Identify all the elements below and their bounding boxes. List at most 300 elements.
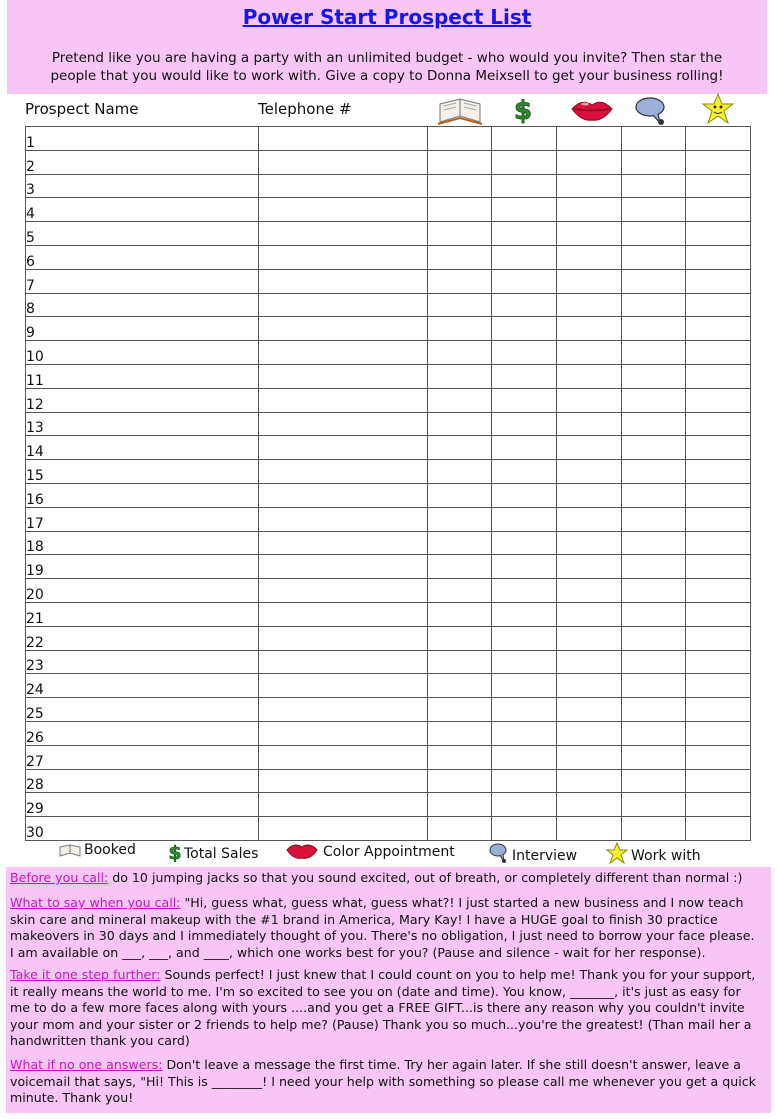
table-cell[interactable] — [557, 674, 622, 698]
table-cell[interactable] — [428, 793, 492, 817]
table-cell[interactable] — [259, 650, 428, 674]
table-cell[interactable] — [686, 388, 751, 412]
table-cell[interactable] — [428, 602, 492, 626]
table-cell[interactable] — [492, 626, 557, 650]
svg-text:$: $ — [168, 842, 182, 862]
table-cell[interactable] — [622, 769, 686, 793]
row-number: 13 — [26, 420, 44, 437]
table-cell[interactable] — [557, 222, 622, 246]
table-cell[interactable] — [686, 436, 751, 460]
table-cell[interactable] — [428, 460, 492, 484]
table-cell[interactable] — [622, 127, 686, 151]
row-number-cell[interactable] — [26, 602, 259, 626]
table-cell[interactable] — [622, 269, 686, 293]
table-cell[interactable] — [259, 269, 428, 293]
table-cell[interactable] — [686, 364, 751, 388]
table-cell[interactable] — [686, 341, 751, 365]
table-cell[interactable] — [622, 626, 686, 650]
table-cell[interactable] — [622, 674, 686, 698]
row-number: 3 — [26, 182, 35, 199]
legend-interview — [488, 842, 577, 864]
table-cell[interactable] — [428, 483, 492, 507]
table-cell[interactable] — [428, 531, 492, 555]
table-cell[interactable] — [686, 531, 751, 555]
table-cell[interactable] — [259, 555, 428, 579]
row-number-cell[interactable] — [26, 222, 259, 246]
table-cell[interactable] — [557, 412, 622, 436]
table-cell[interactable] — [259, 245, 428, 269]
table-cell[interactable] — [428, 555, 492, 579]
table-cell[interactable] — [259, 388, 428, 412]
table-cell[interactable] — [622, 293, 686, 317]
table-cell[interactable] — [428, 174, 492, 198]
row-number-cell[interactable] — [26, 388, 259, 412]
table-row — [26, 460, 751, 484]
table-cell[interactable] — [622, 745, 686, 769]
table-cell[interactable] — [622, 650, 686, 674]
table-cell[interactable] — [492, 531, 557, 555]
table-cell[interactable] — [428, 293, 492, 317]
table-cell[interactable] — [428, 150, 492, 174]
table-cell[interactable] — [428, 698, 492, 722]
table-cell[interactable] — [686, 793, 751, 817]
table-cell[interactable] — [557, 127, 622, 151]
table-cell[interactable] — [557, 507, 622, 531]
table-cell[interactable] — [686, 245, 751, 269]
table-row — [26, 650, 751, 674]
row-number: 4 — [26, 206, 35, 223]
table-cell[interactable] — [557, 245, 622, 269]
table-cell[interactable] — [557, 555, 622, 579]
row-number-cell[interactable] — [26, 174, 259, 198]
table-cell[interactable] — [492, 436, 557, 460]
row-number: 19 — [26, 563, 44, 580]
table-cell[interactable] — [492, 127, 557, 151]
row-number-cell[interactable] — [26, 793, 259, 817]
table-cell[interactable] — [622, 222, 686, 246]
table-cell[interactable] — [259, 674, 428, 698]
table-cell[interactable] — [259, 483, 428, 507]
table-cell[interactable] — [492, 817, 557, 841]
table-cell[interactable] — [557, 436, 622, 460]
table-cell[interactable] — [492, 460, 557, 484]
row-number-cell[interactable] — [26, 483, 259, 507]
table-cell[interactable] — [259, 721, 428, 745]
table-cell[interactable] — [622, 793, 686, 817]
table-cell[interactable] — [557, 817, 622, 841]
table-row — [26, 150, 751, 174]
legend-work-with — [605, 842, 701, 864]
table-cell[interactable] — [557, 269, 622, 293]
legend-work-with-label: Work with — [631, 848, 701, 864]
table-cell[interactable] — [259, 507, 428, 531]
table-cell[interactable] — [622, 483, 686, 507]
row-number-cell[interactable] — [26, 198, 259, 222]
table-cell[interactable] — [622, 364, 686, 388]
table-cell[interactable] — [686, 650, 751, 674]
row-number-cell[interactable] — [26, 769, 259, 793]
table-cell[interactable] — [622, 507, 686, 531]
table-cell[interactable] — [259, 793, 428, 817]
table-cell[interactable] — [259, 602, 428, 626]
table-cell[interactable] — [686, 602, 751, 626]
table-cell[interactable] — [686, 460, 751, 484]
table-cell[interactable] — [259, 817, 428, 841]
legend-interview-label: Interview — [512, 848, 578, 864]
table-cell[interactable] — [686, 269, 751, 293]
table-cell[interactable] — [259, 531, 428, 555]
table-row — [26, 127, 751, 151]
table-row — [26, 745, 751, 769]
table-cell[interactable] — [557, 150, 622, 174]
table-row — [26, 388, 751, 412]
table-cell[interactable] — [428, 745, 492, 769]
table-cell[interactable] — [259, 579, 428, 603]
table-cell[interactable] — [557, 602, 622, 626]
lips-icon — [570, 98, 614, 122]
table-row — [26, 793, 751, 817]
row-number-cell[interactable] — [26, 555, 259, 579]
table-cell[interactable] — [622, 150, 686, 174]
star-icon — [605, 842, 629, 864]
row-number-cell[interactable] — [26, 364, 259, 388]
row-number-cell[interactable] — [26, 150, 259, 174]
table-cell[interactable] — [557, 745, 622, 769]
note-label: What if no one answers: — [10, 1057, 163, 1072]
table-cell[interactable] — [557, 721, 622, 745]
row-number-cell[interactable] — [26, 650, 259, 674]
table-cell[interactable] — [686, 721, 751, 745]
row-number-cell[interactable] — [26, 698, 259, 722]
table-row — [26, 817, 751, 841]
table-cell[interactable] — [686, 674, 751, 698]
speech-bubble-icon — [488, 842, 510, 864]
prospect-table — [25, 126, 751, 841]
table-cell[interactable] — [428, 317, 492, 341]
column-header-prospect-name: Prospect Name — [25, 100, 139, 118]
row-number: 28 — [26, 777, 44, 794]
table-cell[interactable] — [492, 745, 557, 769]
table-row — [26, 198, 751, 222]
table-cell[interactable] — [259, 698, 428, 722]
row-number: 9 — [26, 325, 35, 342]
intro-text: Pretend like you are having a party with an unlimited budget - who would you invite? Then star the people that you would like to work with. Give a copy to Donna Meixsell to get your business rolling! — [50, 50, 724, 84]
row-number-cell[interactable] — [26, 341, 259, 365]
table-cell[interactable] — [259, 745, 428, 769]
table-cell[interactable] — [492, 269, 557, 293]
table-row — [26, 555, 751, 579]
table-cell[interactable] — [557, 531, 622, 555]
row-number: 24 — [26, 682, 44, 699]
table-cell[interactable] — [259, 150, 428, 174]
row-number: 27 — [26, 753, 44, 770]
row-number: 8 — [26, 301, 35, 318]
table-cell[interactable] — [686, 222, 751, 246]
table-cell[interactable] — [259, 769, 428, 793]
table-cell[interactable] — [557, 317, 622, 341]
row-number: 23 — [26, 658, 44, 675]
table-cell[interactable] — [686, 412, 751, 436]
table-cell[interactable] — [557, 698, 622, 722]
row-number: 15 — [26, 467, 44, 484]
legend-booked — [58, 842, 136, 858]
table-cell[interactable] — [686, 174, 751, 198]
table-cell[interactable] — [557, 483, 622, 507]
lips-icon — [286, 842, 318, 860]
table-cell[interactable] — [492, 317, 557, 341]
table-cell[interactable] — [259, 317, 428, 341]
note-what-to-say — [10, 895, 762, 961]
table-cell[interactable] — [259, 127, 428, 151]
table-cell[interactable] — [492, 222, 557, 246]
note-text: Sounds perfect! I just knew that I could count on you to help me! Thank you for your support, it really means the world to me. I'm so excited to see you on (date and time). You know, _______, it's just as easy for me to do a few more faces along with yours ....and you get a FREE GIFT...is there any reason why you couldn't invite your mom and your sister or 2 friends to help me? (Pause) Thank you so much...you're the greatest! (Than mail her a handwritten thank you card) — [10, 967, 756, 1048]
table-row — [26, 531, 751, 555]
table-row — [26, 293, 751, 317]
table-cell[interactable] — [686, 745, 751, 769]
table-cell[interactable] — [686, 198, 751, 222]
table-row — [26, 222, 751, 246]
table-cell[interactable] — [622, 317, 686, 341]
table-cell[interactable] — [492, 388, 557, 412]
table-cell[interactable] — [557, 460, 622, 484]
table-cell[interactable] — [492, 602, 557, 626]
row-number: 16 — [26, 491, 44, 508]
table-cell[interactable] — [428, 650, 492, 674]
table-cell[interactable] — [622, 555, 686, 579]
table-cell[interactable] — [557, 579, 622, 603]
table-cell[interactable] — [622, 602, 686, 626]
table-cell[interactable] — [557, 650, 622, 674]
note-label: Take it one step further: — [10, 967, 161, 982]
table-row — [26, 674, 751, 698]
note-label: Before you call: — [10, 870, 109, 885]
table-row — [26, 245, 751, 269]
table-cell[interactable] — [259, 364, 428, 388]
speech-bubble-icon — [634, 96, 670, 126]
note-text: "Hi, guess what, guess what, guess what?! I just started a new business and I now teach skin care and mineral makeup with the #1 brand in America, Mary Kay! I have a HUGE goal to finish 30 practice makeovers in 30 days and I immediately thought of you. There's no obligation, I just need to borrow your face please. I am available on ___, ___, and ____, which one works best for you? (Pause and silence - wait for her response). — [10, 895, 755, 960]
table-cell[interactable] — [492, 174, 557, 198]
row-number: 17 — [26, 515, 44, 532]
note-label: What to say when you call: — [10, 895, 181, 910]
legend-booked-label: Booked — [84, 842, 136, 858]
table-cell[interactable] — [428, 436, 492, 460]
table-row — [26, 364, 751, 388]
table-cell[interactable] — [428, 245, 492, 269]
table-cell[interactable] — [622, 198, 686, 222]
table-cell[interactable] — [492, 674, 557, 698]
table-cell[interactable] — [622, 698, 686, 722]
row-number-cell[interactable] — [26, 317, 259, 341]
row-number-cell[interactable] — [26, 531, 259, 555]
row-number-cell[interactable] — [26, 745, 259, 769]
row-number: 30 — [26, 824, 44, 841]
row-number: 26 — [26, 729, 44, 746]
row-number-cell[interactable] — [26, 579, 259, 603]
row-number-cell[interactable] — [26, 460, 259, 484]
table-cell[interactable] — [622, 721, 686, 745]
table-cell[interactable] — [259, 222, 428, 246]
row-number-cell[interactable] — [26, 817, 259, 841]
row-number-cell[interactable] — [26, 245, 259, 269]
table-cell[interactable] — [492, 293, 557, 317]
table-cell[interactable] — [259, 436, 428, 460]
table-cell[interactable] — [557, 198, 622, 222]
table-row — [26, 269, 751, 293]
legend-color-appointment-label: Color Appointment — [323, 844, 455, 860]
table-cell[interactable] — [557, 793, 622, 817]
table-cell[interactable] — [428, 222, 492, 246]
table-cell[interactable] — [428, 412, 492, 436]
table-row — [26, 341, 751, 365]
table-cell[interactable] — [622, 436, 686, 460]
table-cell[interactable] — [259, 460, 428, 484]
table-cell[interactable] — [686, 579, 751, 603]
row-number: 6 — [26, 253, 35, 270]
table-row — [26, 698, 751, 722]
table-cell[interactable] — [492, 364, 557, 388]
table-cell[interactable] — [492, 769, 557, 793]
table-cell[interactable] — [557, 769, 622, 793]
table-cell[interactable] — [428, 674, 492, 698]
row-number: 5 — [26, 229, 35, 246]
table-cell[interactable] — [492, 245, 557, 269]
row-number: 1 — [26, 134, 35, 151]
table-cell[interactable] — [492, 793, 557, 817]
table-row — [26, 602, 751, 626]
call-script-notes — [6, 867, 771, 1113]
table-cell[interactable] — [492, 198, 557, 222]
row-number-cell[interactable] — [26, 674, 259, 698]
table-cell[interactable] — [259, 412, 428, 436]
row-number: 10 — [26, 348, 44, 365]
table-cell[interactable] — [686, 483, 751, 507]
table-cell[interactable] — [492, 341, 557, 365]
table-cell[interactable] — [428, 721, 492, 745]
table-row — [26, 579, 751, 603]
table-cell[interactable] — [557, 388, 622, 412]
table-row — [26, 507, 751, 531]
row-number: 11 — [26, 372, 44, 389]
row-number: 12 — [26, 396, 44, 413]
table-cell[interactable] — [492, 579, 557, 603]
note-before-call — [10, 870, 762, 887]
table-row — [26, 412, 751, 436]
table-cell[interactable] — [428, 817, 492, 841]
table-cell[interactable] — [428, 127, 492, 151]
row-number-cell[interactable] — [26, 412, 259, 436]
book-icon — [58, 844, 82, 858]
table-cell[interactable] — [428, 364, 492, 388]
table-cell[interactable] — [428, 198, 492, 222]
table-row — [26, 317, 751, 341]
table-cell[interactable] — [686, 507, 751, 531]
table-cell[interactable] — [428, 341, 492, 365]
table-cell[interactable] — [492, 721, 557, 745]
table-cell[interactable] — [686, 127, 751, 151]
dollar-icon — [510, 96, 536, 124]
table-cell[interactable] — [622, 245, 686, 269]
table-cell[interactable] — [622, 579, 686, 603]
table-row — [26, 174, 751, 198]
note-text: Don't leave a message the first time. Try her again later. If she still doesn't answer, leave a voicemail that says, "Hi! This is ________! I need your help with something so please call me whenever you get a quick minute. Thank you! — [10, 1057, 756, 1105]
svg-text:$: $ — [513, 96, 533, 124]
table-cell[interactable] — [428, 388, 492, 412]
table-row — [26, 483, 751, 507]
row-number-cell[interactable] — [26, 269, 259, 293]
table-cell[interactable] — [622, 341, 686, 365]
table-cell[interactable] — [428, 626, 492, 650]
row-number-cell[interactable] — [26, 436, 259, 460]
table-cell[interactable] — [428, 269, 492, 293]
table-cell[interactable] — [557, 174, 622, 198]
row-number: 2 — [26, 158, 35, 175]
table-cell[interactable] — [259, 174, 428, 198]
table-cell[interactable] — [622, 388, 686, 412]
table-cell[interactable] — [492, 412, 557, 436]
table-cell[interactable] — [622, 174, 686, 198]
table-cell[interactable] — [492, 150, 557, 174]
table-row — [26, 721, 751, 745]
table-cell[interactable] — [259, 198, 428, 222]
row-number: 25 — [26, 705, 44, 722]
table-cell[interactable] — [686, 698, 751, 722]
table-cell[interactable] — [686, 150, 751, 174]
table-cell[interactable] — [686, 769, 751, 793]
book-icon — [436, 96, 484, 126]
table-cell[interactable] — [428, 769, 492, 793]
table-cell[interactable] — [686, 626, 751, 650]
legend — [55, 842, 755, 868]
table-cell[interactable] — [622, 817, 686, 841]
row-number: 14 — [26, 444, 44, 461]
table-cell[interactable] — [492, 698, 557, 722]
row-number: 20 — [26, 586, 44, 603]
table-cell[interactable] — [686, 293, 751, 317]
table-row — [26, 769, 751, 793]
row-number-cell[interactable] — [26, 293, 259, 317]
page-title: Power Start Prospect List — [242, 5, 532, 29]
legend-color-appointment — [286, 842, 455, 860]
star-icon — [700, 92, 736, 126]
row-number: 18 — [26, 539, 44, 556]
table-cell[interactable] — [686, 555, 751, 579]
table-cell[interactable] — [428, 579, 492, 603]
table-cell[interactable] — [557, 293, 622, 317]
table-cell[interactable] — [557, 364, 622, 388]
table-cell[interactable] — [622, 412, 686, 436]
row-number-cell[interactable] — [26, 127, 259, 151]
table-cell[interactable] — [492, 555, 557, 579]
row-number-cell[interactable] — [26, 721, 259, 745]
row-number-cell[interactable] — [26, 507, 259, 531]
table-cell[interactable] — [622, 531, 686, 555]
table-cell[interactable] — [686, 817, 751, 841]
table-cell[interactable] — [557, 626, 622, 650]
table-cell[interactable] — [492, 507, 557, 531]
header-banner — [7, 0, 767, 94]
dollar-icon — [168, 842, 182, 862]
table-cell[interactable] — [492, 650, 557, 674]
table-cell[interactable] — [492, 483, 557, 507]
table-cell[interactable] — [622, 460, 686, 484]
table-cell[interactable] — [686, 317, 751, 341]
table-cell[interactable] — [259, 341, 428, 365]
table-cell[interactable] — [557, 341, 622, 365]
table-cell[interactable] — [428, 507, 492, 531]
row-number-cell[interactable] — [26, 626, 259, 650]
table-cell[interactable] — [259, 293, 428, 317]
table-cell[interactable] — [259, 626, 428, 650]
